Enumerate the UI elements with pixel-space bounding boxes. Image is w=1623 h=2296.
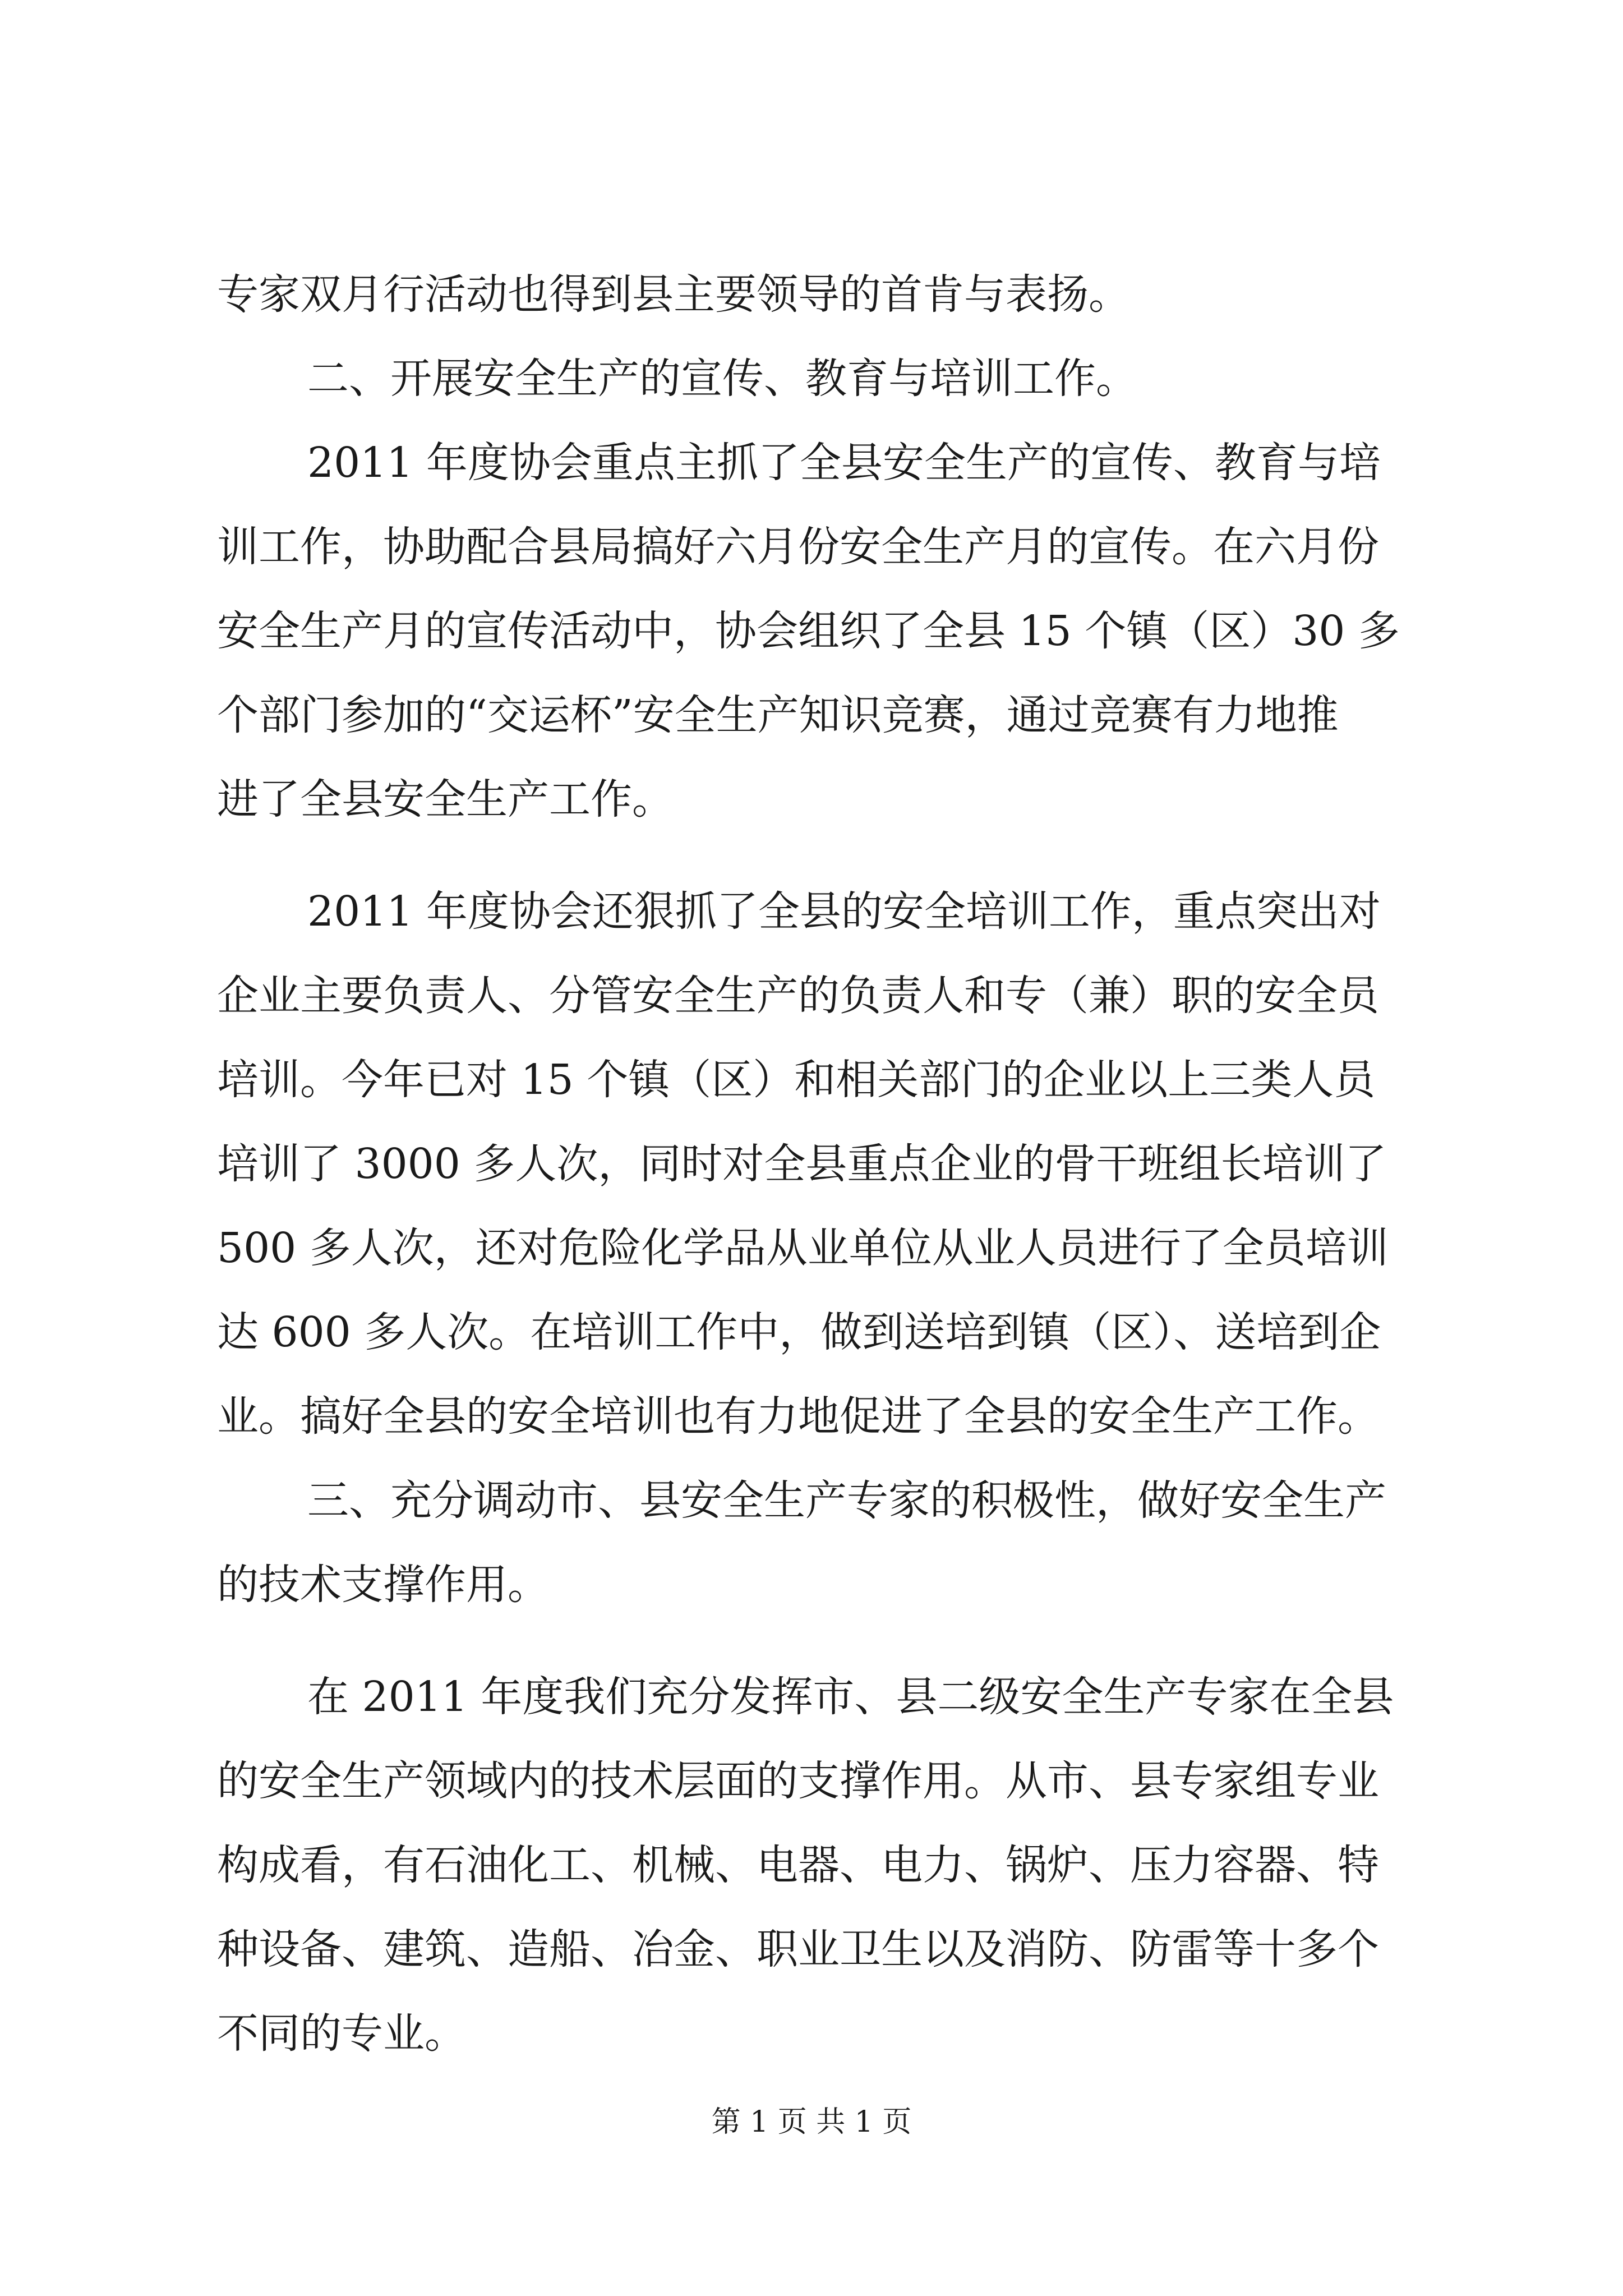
body-line-18: 的安全生产领域内的技术层面的支撑作用。从市、县专家组专业 xyxy=(217,1757,1379,1805)
body-line-8: 2011 年度协会还狠抓了全县的安全培训工作，重点突出对 xyxy=(307,887,1381,936)
body-line-16: 的技术支撑作用。 xyxy=(217,1561,549,1609)
body-line-1: 专家双月行活动也得到县主要领导的首肯与表扬。 xyxy=(217,270,1130,319)
section-heading-3: 三、充分调动市、县安全生产专家的积极性，做好安全生产 xyxy=(307,1476,1386,1525)
body-line-21: 不同的专业。 xyxy=(217,2009,466,2058)
body-line-4: 训工作，协助配合县局搞好六月份安全生产月的宣传。在六月份 xyxy=(217,523,1379,571)
body-line-6: 个部门参加的“交运杯”安全生产知识竞赛，通过竞赛有力地推 xyxy=(217,691,1339,739)
body-line-17: 在 2011 年度我们充分发挥市、县二级安全生产专家在全县 xyxy=(307,1673,1394,1721)
body-line-9: 企业主要负责人、分管安全生产的负责人和专（兼）职的安全员 xyxy=(217,972,1379,1020)
body-line-14: 业。搞好全县的安全培训也有力地促进了全县的安全生产工作。 xyxy=(217,1392,1379,1441)
body-line-3: 2011 年度协会重点主抓了全县安全生产的宣传、教育与培 xyxy=(307,439,1381,487)
body-line-13: 达 600 多人次。在培训工作中，做到送培到镇（区）、送培到企 xyxy=(217,1308,1381,1356)
section-heading-2: 二、开展安全生产的宣传、教育与培训工作。 xyxy=(307,355,1137,403)
body-line-5: 安全生产月的宣传活动中，协会组织了全县 15 个镇（区）30 多 xyxy=(217,607,1400,655)
page-number-footer: 第 1 页 共 1 页 xyxy=(711,2105,912,2139)
body-line-20: 种设备、建筑、造船、冶金、职业卫生以及消防、防雷等十多个 xyxy=(217,1925,1379,1973)
body-line-19: 构成看，有石油化工、机械、电器、电力、锅炉、压力容器、特 xyxy=(217,1841,1379,1889)
body-line-10: 培训。今年已对 15 个镇（区）和相关部门的企业以上三类人员 xyxy=(217,1056,1376,1104)
body-line-11: 培训了 3000 多人次，同时对全县重点企业的骨干班组长培训了 xyxy=(217,1140,1387,1188)
body-line-7: 进了全县安全生产工作。 xyxy=(217,775,674,823)
body-line-12: 500 多人次，还对危险化学品从业单位从业人员进行了全员培训 xyxy=(217,1224,1389,1272)
